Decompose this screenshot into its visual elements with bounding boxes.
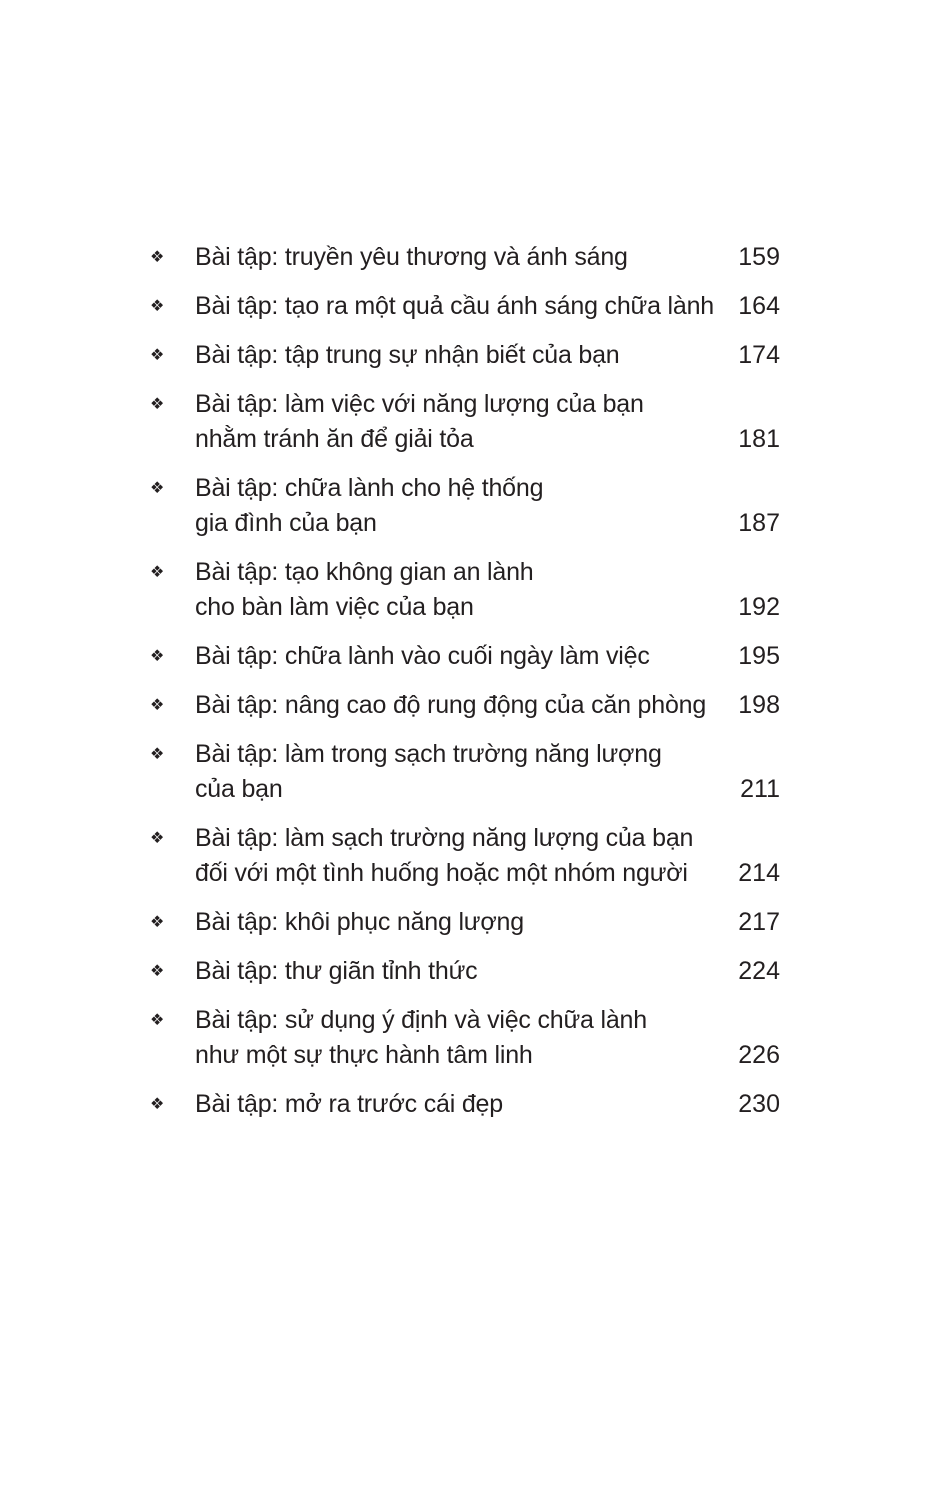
toc-entry-title-line: Bài tập: chữa lành vào cuối ngày làm việc bbox=[195, 642, 650, 670]
toc-entry bbox=[150, 639, 780, 674]
toc-entry bbox=[150, 1003, 780, 1073]
toc-entry-title-line: cho bàn làm việc của bạn bbox=[195, 593, 474, 621]
toc-entry bbox=[150, 555, 780, 625]
toc-entry bbox=[150, 1087, 780, 1122]
toc-entry-title-line: Bài tập: làm việc với năng lượng của bạn bbox=[195, 390, 644, 418]
toc-entry bbox=[150, 471, 780, 541]
toc-entry-title-line: Bài tập: tập trung sự nhận biết của bạn bbox=[195, 341, 620, 369]
toc-entry-title-line: nhằm tránh ăn để giải tỏa bbox=[195, 425, 474, 453]
toc-entry bbox=[150, 954, 780, 989]
toc-entry-title-line: Bài tập: thư giãn tỉnh thức bbox=[195, 957, 478, 985]
toc-entry-title-line: Bài tập: tạo ra một quả cầu ánh sáng chữa lành bbox=[195, 292, 714, 320]
toc-entry bbox=[150, 338, 780, 373]
toc-entry-title-line: Bài tập: tạo không gian an lành bbox=[195, 558, 534, 586]
diamond-bullet-icon: ❖ bbox=[150, 746, 165, 763]
toc-entry-title-line: Bài tập: làm trong sạch trường năng lượng bbox=[195, 740, 662, 768]
toc-page-number: 164 bbox=[738, 292, 780, 320]
toc-page-number: 181 bbox=[738, 425, 780, 453]
toc-page-number: 226 bbox=[738, 1041, 780, 1069]
toc-entry bbox=[150, 821, 780, 891]
toc-entry bbox=[150, 688, 780, 723]
diamond-bullet-icon: ❖ bbox=[150, 830, 165, 847]
diamond-bullet-icon: ❖ bbox=[150, 914, 165, 931]
toc-entry-title-line: Bài tập: khôi phục năng lượng bbox=[195, 908, 524, 936]
diamond-bullet-icon: ❖ bbox=[150, 963, 165, 980]
toc-entry bbox=[150, 289, 780, 324]
diamond-bullet-icon: ❖ bbox=[150, 564, 165, 581]
toc-page-number: 211 bbox=[740, 775, 780, 803]
toc-entry-title-line: Bài tập: chữa lành cho hệ thống bbox=[195, 474, 544, 502]
toc-page-number: 217 bbox=[738, 908, 780, 936]
toc-entry-title-line: của bạn bbox=[195, 775, 283, 803]
toc-entry-title-line: Bài tập: truyền yêu thương và ánh sáng bbox=[195, 243, 628, 271]
diamond-bullet-icon: ❖ bbox=[150, 1012, 165, 1029]
diamond-bullet-icon: ❖ bbox=[150, 697, 165, 714]
diamond-bullet-icon: ❖ bbox=[150, 1096, 165, 1113]
diamond-bullet-icon: ❖ bbox=[150, 298, 165, 315]
toc-page-number: 195 bbox=[738, 642, 780, 670]
toc-page-number: 224 bbox=[738, 957, 780, 985]
diamond-bullet-icon: ❖ bbox=[150, 480, 165, 497]
toc-entry-title-line: đối với một tình huống hoặc một nhóm người bbox=[195, 859, 688, 887]
diamond-bullet-icon: ❖ bbox=[150, 347, 165, 364]
toc-entry bbox=[150, 905, 780, 940]
toc-entry-title-line: Bài tập: sử dụng ý định và việc chữa lành bbox=[195, 1006, 647, 1034]
toc-entry bbox=[150, 240, 780, 275]
toc-entry bbox=[150, 387, 780, 457]
toc-page-number: 159 bbox=[738, 243, 780, 271]
toc-page-number: 174 bbox=[738, 341, 780, 369]
toc-entry-title-line: Bài tập: nâng cao độ rung động của căn phòng bbox=[195, 691, 707, 719]
toc-entry-title-line: gia đình của bạn bbox=[195, 509, 377, 537]
diamond-bullet-icon: ❖ bbox=[150, 249, 165, 266]
toc-entry-title-line: Bài tập: làm sạch trường năng lượng của bạn bbox=[195, 824, 694, 852]
toc-entry bbox=[150, 737, 780, 807]
toc-page-number: 187 bbox=[738, 509, 780, 537]
toc-page-number: 192 bbox=[738, 593, 780, 621]
toc-page-number: 230 bbox=[738, 1090, 780, 1118]
table-of-contents bbox=[150, 240, 780, 1136]
toc-entry-title-line: Bài tập: mở ra trước cái đẹp bbox=[195, 1090, 503, 1118]
toc-page-number: 198 bbox=[738, 691, 780, 719]
toc-page-number: 214 bbox=[738, 859, 780, 887]
toc-entry-title-line: như một sự thực hành tâm linh bbox=[195, 1041, 533, 1069]
diamond-bullet-icon: ❖ bbox=[150, 396, 165, 413]
diamond-bullet-icon: ❖ bbox=[150, 648, 165, 665]
